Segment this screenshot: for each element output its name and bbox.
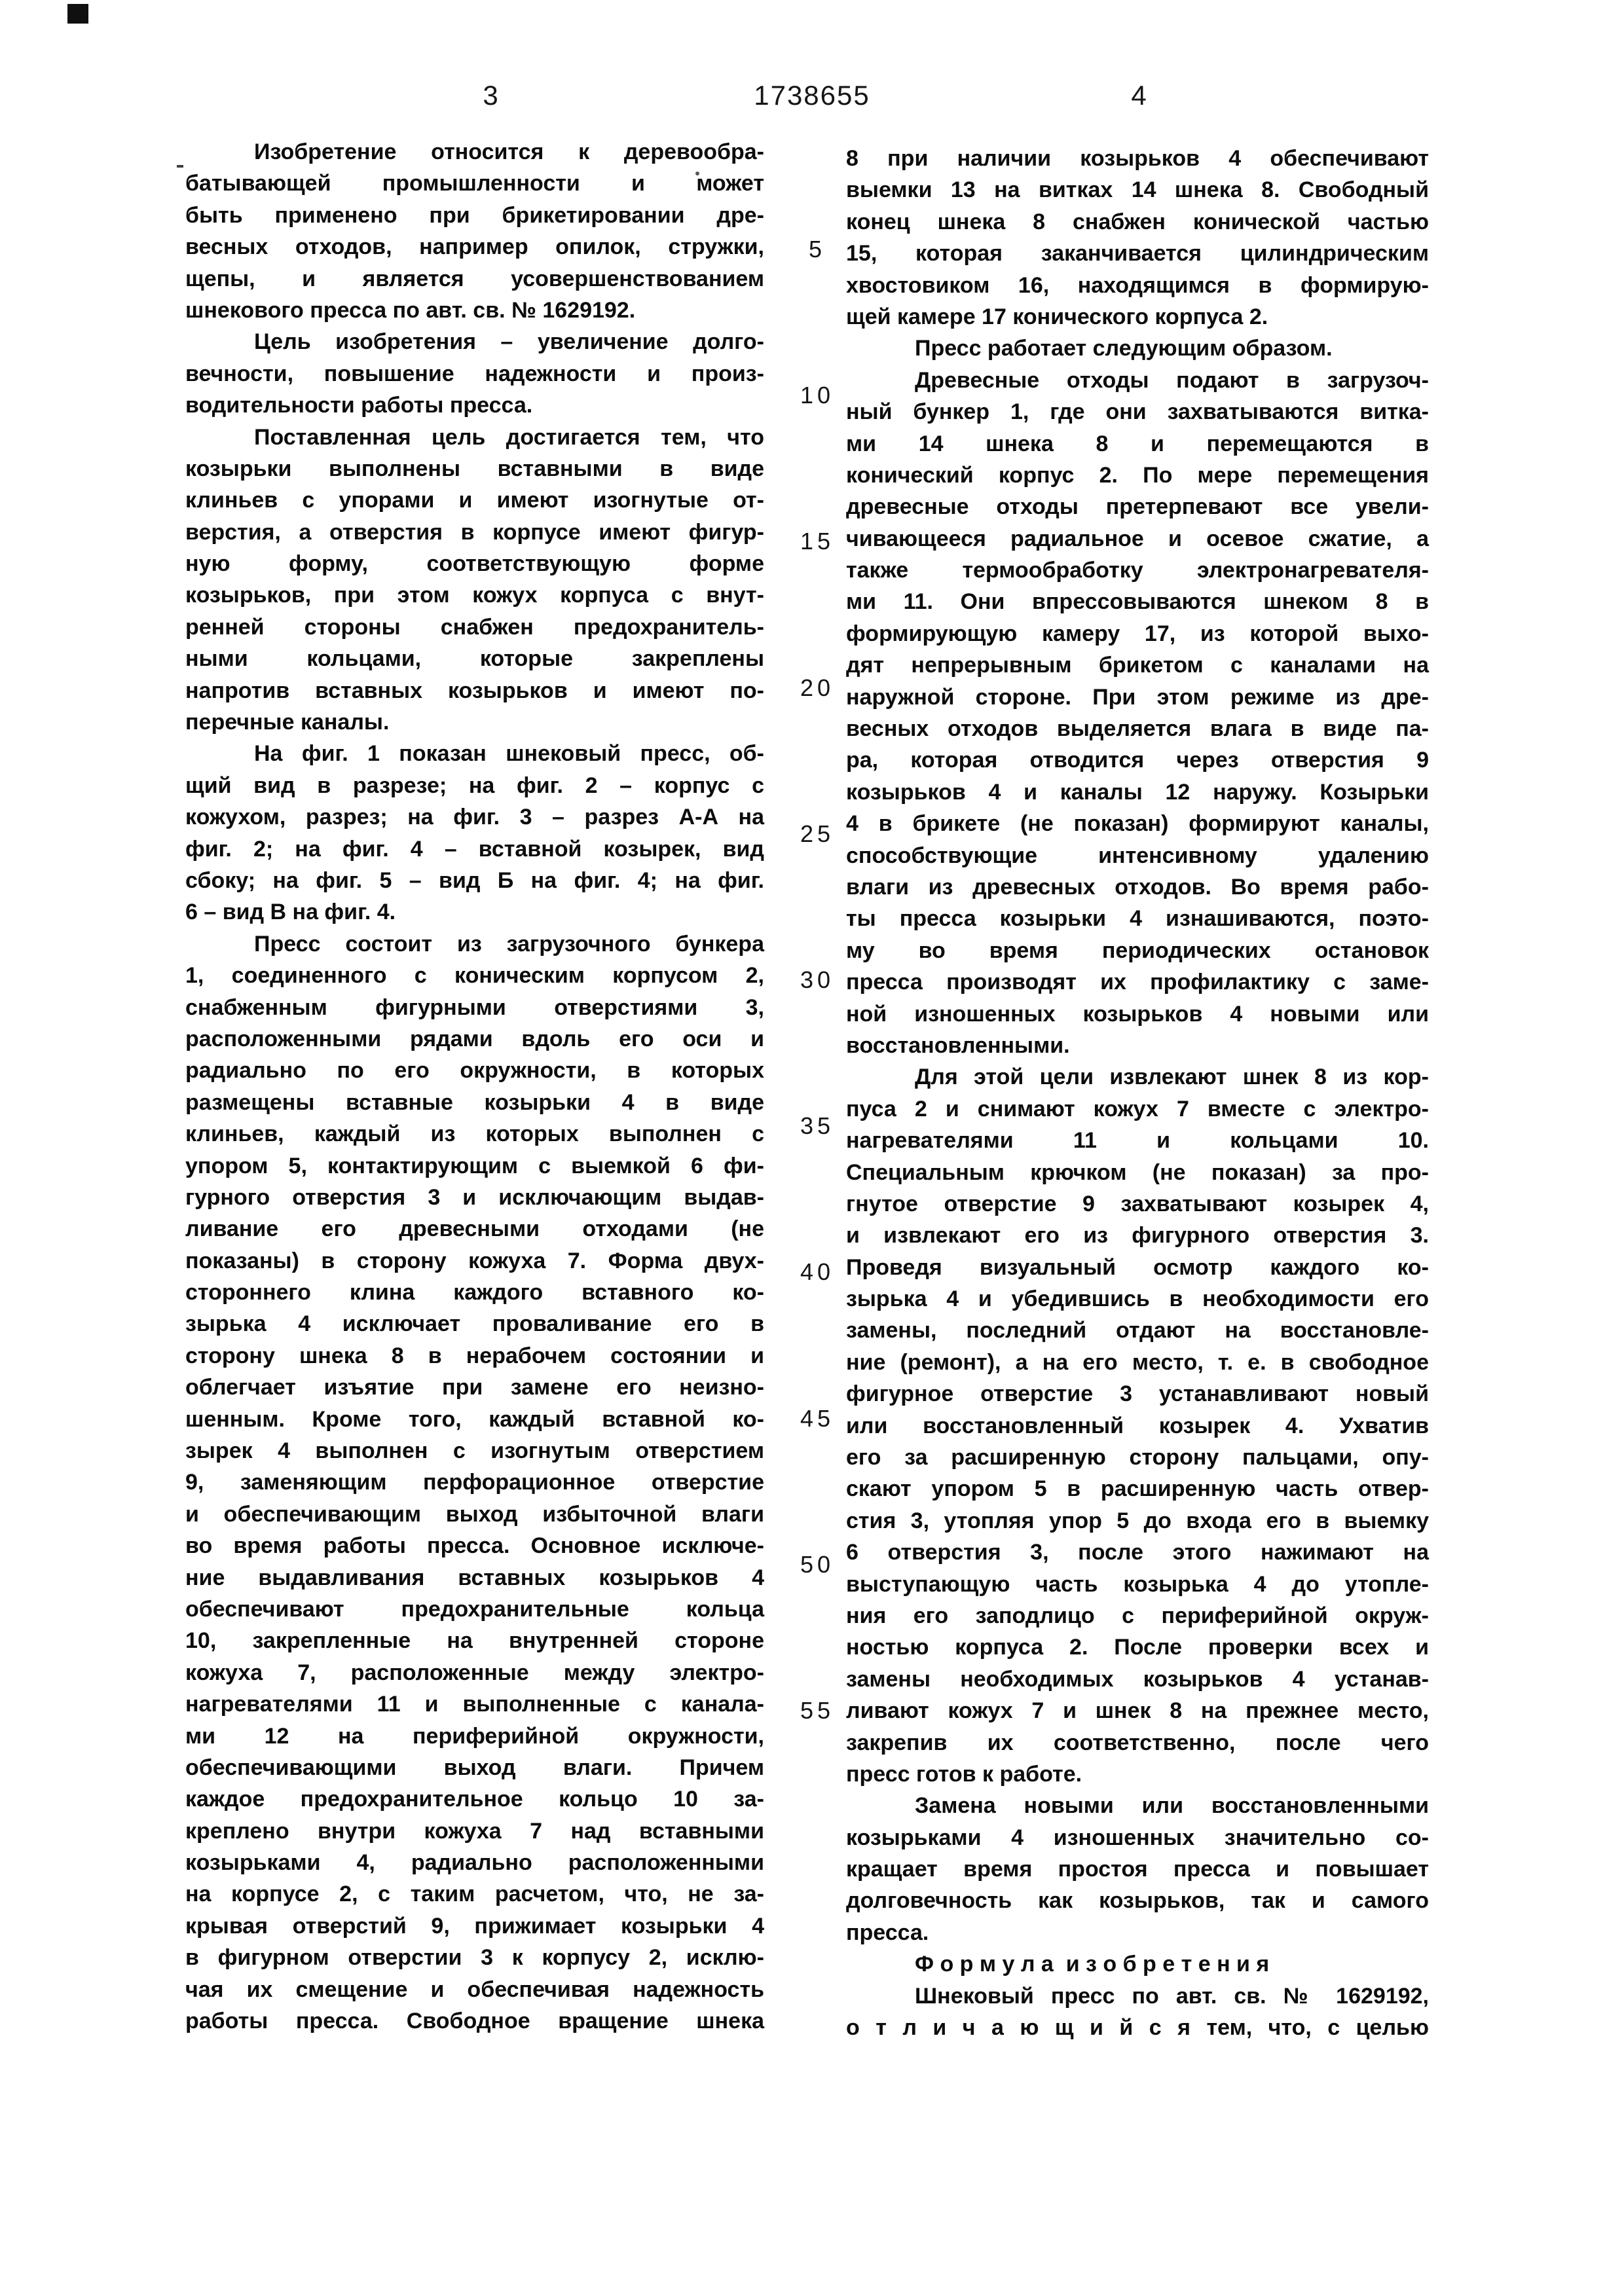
text-line: Поставленная цель достигается тем, что bbox=[254, 424, 764, 450]
line-number: 15 bbox=[800, 528, 835, 555]
text-line: снабженным фигурными отверстиями 3, bbox=[185, 994, 764, 1020]
text-line: долговечность как козырьков, так и самого bbox=[846, 1888, 1429, 1914]
text-line: Пресс состоит из загрузочного бункера bbox=[254, 931, 764, 957]
text-line: пресса. bbox=[846, 1920, 929, 1945]
text-line: ный бункер 1, где они захватываются витка- bbox=[846, 399, 1429, 425]
text-line: древесные отходы претерпевают все увели- bbox=[846, 494, 1429, 520]
text-line: креплено внутри кожуха 7 над вставными bbox=[185, 1818, 764, 1844]
text-line: пуса 2 и снимают кожух 7 вместе с электро- bbox=[846, 1096, 1429, 1121]
text-line: ми 12 на периферийной окружности, bbox=[185, 1723, 764, 1749]
text-line: радиально по его окружности, в которых bbox=[185, 1058, 764, 1084]
text-line: и обеспечивающим выход избыточной влаги bbox=[185, 1501, 764, 1527]
text-line: Шнековый пресс по авт. св. № 1629192, bbox=[915, 1983, 1429, 2009]
text-line: батывающей промышленности и может bbox=[185, 171, 764, 196]
scan-artifact-blob bbox=[67, 4, 88, 24]
text-line: зырька 4 исключает проваливание его в bbox=[185, 1311, 764, 1337]
text-line: о т л и ч а ю щ и й с я тем, что, с целью bbox=[846, 2015, 1429, 2041]
text-line: ми 14 шнека 8 и перемещаются в bbox=[846, 431, 1429, 456]
text-line: 1, соединенного с коническим корпусом 2, bbox=[185, 963, 764, 989]
text-line: размещены вставные козырьки 4 в виде bbox=[185, 1089, 764, 1115]
line-number: 10 bbox=[800, 382, 835, 409]
text-line: гурного отверстия 3 и исключающим выдав- bbox=[185, 1184, 764, 1210]
line-number: 50 bbox=[800, 1550, 835, 1578]
text-line: ми 11. Они впрессовываются шнеком 8 в bbox=[846, 589, 1429, 615]
text-line: весных отходов выделяется влага в виде па- bbox=[846, 716, 1429, 742]
text-line: хвостовиком 16, находящимся в формирую- bbox=[846, 272, 1429, 298]
scan-artifact-dash bbox=[177, 165, 183, 168]
line-number: 45 bbox=[800, 1404, 835, 1432]
text-line: щепы, и является усовершенствованием bbox=[185, 266, 764, 291]
text-line: или восстановленный козырек 4. Ухватив bbox=[846, 1413, 1429, 1438]
text-column-right bbox=[846, 143, 1429, 2043]
text-line: козырьки выполнены вставными в виде bbox=[185, 456, 764, 481]
text-line: замены, последний отдают на восстановле- bbox=[846, 1318, 1429, 1343]
text-line: нагревателями 11 и выполненные с канала- bbox=[185, 1692, 764, 1717]
text-line: ние (ремонт), а на его место, т. е. в свободное bbox=[846, 1349, 1429, 1375]
text-line: пресс готов к работе. bbox=[846, 1761, 1082, 1787]
text-line: На фиг. 1 показан шнековый пресс, об- bbox=[254, 741, 764, 767]
text-line: 15, которая заканчивается цилиндрическим bbox=[846, 241, 1429, 266]
text-column-left bbox=[185, 136, 764, 2037]
text-line: упором 5, контактирующим с выемкой 6 фи- bbox=[185, 1153, 764, 1178]
text-line: Специальным крючком (не показан) за про- bbox=[846, 1159, 1429, 1185]
text-line: кращает время простоя пресса и повышает bbox=[846, 1857, 1429, 1882]
text-line: зырька 4 и убедившись в необходимости его bbox=[846, 1286, 1429, 1312]
text-line: ния его заподлицо с периферийной окруж- bbox=[846, 1603, 1429, 1628]
text-line: перечные каналы. bbox=[185, 710, 390, 735]
text-line: выемки 13 на витках 14 шнека 8. Свободный bbox=[846, 177, 1429, 203]
text-line: скают упором 5 в расширенную часть отвер- bbox=[846, 1476, 1429, 1502]
text-line: ной изношенных козырьков 4 новыми или bbox=[846, 1001, 1429, 1027]
text-line: щий вид в разрезе; на фиг. 2 – корпус с bbox=[185, 773, 764, 798]
text-line: нагревателями 11 и кольцами 10. bbox=[846, 1128, 1429, 1154]
text-line: клиньев с упорами и имеют изогнутые от- bbox=[185, 488, 764, 513]
text-line: зырек 4 выполнен с изогнутым отверстием bbox=[185, 1438, 764, 1464]
text-line: стороннего клина каждого вставного ко- bbox=[185, 1280, 764, 1305]
text-line: клиньев, каждый из которых выполнен с bbox=[185, 1121, 764, 1147]
text-line: в фигурном отверстии 3 к корпусу 2, исклю- bbox=[185, 1945, 764, 1971]
text-line: Ф о р м у л а и з о б р е т е н и я bbox=[915, 1952, 1270, 1977]
text-line: ние выдавливания вставных козырьков 4 bbox=[185, 1565, 764, 1590]
text-line: Проведя визуальный осмотр каждого ко- bbox=[846, 1254, 1429, 1280]
text-line: конец шнека 8 снабжен конической частью bbox=[846, 209, 1429, 234]
text-line: ренней стороны снабжен предохранитель- bbox=[185, 614, 764, 640]
text-line: 6 – вид В на фиг. 4. bbox=[185, 900, 396, 925]
page-number-right: 4 bbox=[1131, 80, 1148, 111]
text-line: шенным. Кроме того, каждый вставной ко- bbox=[185, 1406, 764, 1432]
text-line: ливают кожух 7 и шнек 8 на прежнее место, bbox=[846, 1698, 1429, 1724]
text-line: также термообработку электронагревателя- bbox=[846, 558, 1429, 583]
text-line: дят непрерывным брикетом с каналами на bbox=[846, 653, 1429, 678]
patent-number: 1738655 bbox=[754, 80, 870, 111]
text-line: конический корпус 2. По мере перемещения bbox=[846, 462, 1429, 488]
text-line: закрепив их соответственно, после чего bbox=[846, 1730, 1429, 1755]
text-line: наружной стороне. При этом режиме из дре- bbox=[846, 684, 1429, 710]
line-number: 55 bbox=[800, 1697, 835, 1724]
text-line: его за расширенную сторону пальцами, опу- bbox=[846, 1445, 1429, 1470]
text-line: 9, заменяющим перфорационное отверстие bbox=[185, 1470, 764, 1495]
text-line: влаги из древесных отходов. Во время рабо- bbox=[846, 874, 1429, 900]
text-line: козырьков, при этом кожух корпуса с внут- bbox=[185, 583, 764, 608]
text-line: работы пресса. Свободное вращение шнека bbox=[185, 2009, 764, 2034]
line-number: 20 bbox=[800, 674, 835, 701]
text-line: ливание его древесными отходами (не bbox=[185, 1216, 764, 1242]
text-line: верстия, а отверстия в корпусе имеют фигур- bbox=[185, 519, 764, 545]
text-line: сбоку; на фиг. 5 – вид Б на фиг. 4; на фиг. bbox=[185, 867, 764, 893]
text-line: ностью корпуса 2. После проверки всех и bbox=[846, 1635, 1429, 1660]
text-line: кожуха 7, расположенные между электро- bbox=[185, 1660, 764, 1685]
text-line: 10, закрепленные на внутренней стороне bbox=[185, 1628, 764, 1654]
text-line: вечности, повышение надежности и произ- bbox=[185, 361, 764, 386]
text-line: расположенными рядами вдоль его оси и bbox=[185, 1026, 764, 1051]
line-number: 5 bbox=[808, 236, 826, 263]
text-line: пресса производят их профилактику с заме- bbox=[846, 970, 1429, 995]
text-line: Пресс работает следующим образом. bbox=[915, 336, 1333, 361]
line-number: 35 bbox=[800, 1112, 835, 1140]
text-line: сторону шнека 8 в нерабочем состоянии и bbox=[185, 1343, 764, 1368]
text-line: на корпусе 2, с таким расчетом, что, не за- bbox=[185, 1882, 764, 1907]
text-line: ными кольцами, которые закреплены bbox=[185, 646, 764, 672]
text-line: быть применено при брикетировании дре- bbox=[185, 202, 764, 228]
text-line: козырьками 4 изношенных значительно со- bbox=[846, 1825, 1429, 1850]
text-line: ра, которая отводится через отверстия 9 bbox=[846, 748, 1429, 773]
page-number-left: 3 bbox=[483, 80, 500, 111]
text-line: му во время периодических остановок bbox=[846, 938, 1429, 963]
text-line: формирующую камеру 17, из которой выхо- bbox=[846, 621, 1429, 646]
text-line: стия 3, утопляя упор 5 до входа его в выемку bbox=[846, 1508, 1429, 1533]
text-line: способствующие интенсивному удалению bbox=[846, 843, 1429, 868]
text-line: 6 отверстия 3, после этого нажимают на bbox=[846, 1540, 1429, 1565]
text-line: ты пресса козырьки 4 изнашиваются, поэто- bbox=[846, 906, 1429, 932]
text-line: козырьками 4, радиально расположенными bbox=[185, 1850, 764, 1876]
text-line: чая их смещение и обеспечивая надежность bbox=[185, 1977, 764, 2002]
text-line: и извлекают его из фигурного отверстия 3. bbox=[846, 1223, 1429, 1248]
text-line: шнекового пресса по авт. св. № 1629192. bbox=[185, 297, 636, 323]
text-line: замены необходимых козырьков 4 устанав- bbox=[846, 1666, 1429, 1692]
text-line: каждое предохранительное кольцо 10 за- bbox=[185, 1787, 764, 1812]
text-line: водительности работы пресса. bbox=[185, 393, 533, 418]
text-line: Замена новыми или восстановленными bbox=[915, 1793, 1429, 1819]
text-line: обеспечивают предохранительные кольца bbox=[185, 1596, 764, 1622]
text-line: Цель изобретения – увеличение долго- bbox=[254, 329, 764, 355]
text-line: Древесные отходы подают в загрузоч- bbox=[915, 367, 1429, 393]
text-line: Для этой цели извлекают шнек 8 из кор- bbox=[915, 1065, 1429, 1090]
text-line: весных отходов, например опилок, стружки, bbox=[185, 234, 764, 260]
text-line: обеспечивающими выход влаги. Причем bbox=[185, 1755, 764, 1780]
text-line: напротив вставных козырьков и имеют по- bbox=[185, 678, 764, 703]
text-line: облегчает изъятие при замене его неизно- bbox=[185, 1375, 764, 1400]
text-line: во время работы пресса. Основное исключе- bbox=[185, 1533, 764, 1559]
text-line: крывая отверстий 9, прижимает козырьки 4 bbox=[185, 1913, 764, 1939]
text-line: показаны) в сторону кожуха 7. Форма двух- bbox=[185, 1248, 764, 1273]
text-line: фиг. 2; на фиг. 4 – вставной козырек, вид bbox=[185, 836, 764, 862]
text-line: щей камере 17 конического корпуса 2. bbox=[846, 304, 1268, 329]
text-line: кожухом, разрез; на фиг. 3 – разрез А-А на bbox=[185, 805, 764, 830]
line-number: 25 bbox=[800, 820, 835, 847]
text-line: 4 в брикете (не показан) формируют каналы, bbox=[846, 811, 1429, 837]
text-line: 8 при наличии козырьков 4 обеспечивают bbox=[846, 146, 1429, 171]
text-line: фигурное отверстие 3 устанавливают новый bbox=[846, 1381, 1429, 1407]
text-line: козырьков 4 и каналы 12 наружу. Козырьки bbox=[846, 779, 1429, 805]
text-line: чивающееся радиальное и осевое сжатие, а bbox=[846, 526, 1429, 551]
line-number: 40 bbox=[800, 1258, 835, 1286]
text-line: восстановленными. bbox=[846, 1032, 1070, 1058]
line-number: 30 bbox=[800, 966, 835, 993]
text-line: ную форму, соответствующую форме bbox=[185, 551, 764, 577]
text-line: гнутое отверстие 9 захватывают козырек 4, bbox=[846, 1191, 1429, 1216]
text-line: выступающую часть козырька 4 до утопле- bbox=[846, 1571, 1429, 1597]
text-line: Изобретение относится к деревообра- bbox=[254, 139, 764, 164]
